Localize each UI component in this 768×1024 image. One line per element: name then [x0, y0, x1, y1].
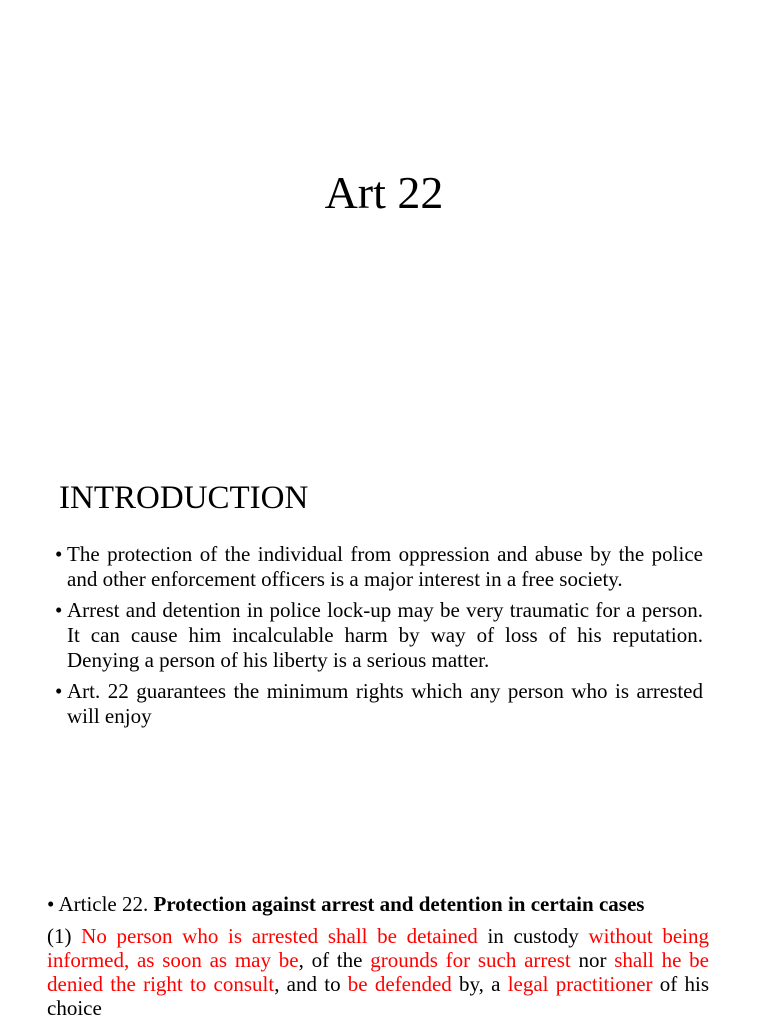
- slide-title-text: Art 22: [324, 167, 444, 218]
- clause-segment: grounds for such arrest: [370, 948, 571, 972]
- slide-introduction: [0, 430, 768, 860]
- clause-segment: , of the: [298, 948, 371, 972]
- article-clause-1: [47, 924, 709, 1020]
- clause-segment: without being informed, as soon as may be: [47, 924, 709, 972]
- clause-segment: (1): [47, 924, 82, 948]
- clause-segment: by, a: [451, 972, 508, 996]
- bullet-item: [55, 542, 703, 592]
- bullet-item: [55, 598, 703, 673]
- clause-segment: nor: [570, 948, 615, 972]
- slide-title: [0, 0, 768, 430]
- bullet-text: The protection of the individual from oppression and abuse by the police and other enforcement officers is a major interest in a free society.: [67, 542, 703, 591]
- bullet-text: Arrest and detention in police lock-up may be very traumatic for a person. It can cause him incalculable harm by way of loss of his reputation. Denying a person of his liberty is a serious matter.: [67, 598, 703, 672]
- introduction-heading: INTRODUCTION: [59, 480, 309, 516]
- bullet-icon: •: [55, 679, 63, 703]
- bullet-icon: •: [47, 892, 59, 916]
- clause-segment: be defended: [347, 972, 452, 996]
- clause-segment: legal practitioner: [507, 972, 653, 996]
- clause-segment: shall he be denied the right to consult: [47, 948, 709, 996]
- slide-article-22: [0, 860, 768, 1024]
- bullet-icon: •: [55, 598, 63, 622]
- introduction-bullet-list: [55, 542, 703, 735]
- clause-segment: of his choice: [47, 972, 709, 1020]
- article-heading: [47, 892, 644, 917]
- article-prefix: Article 22.: [58, 892, 154, 916]
- clause-segment: No person who is arrested shall be detained: [81, 924, 478, 948]
- bullet-icon: •: [55, 542, 63, 566]
- clause-segment: , and to: [274, 972, 348, 996]
- article-title: Protection against arrest and detention in certain cases: [153, 892, 645, 916]
- bullet-text: Art. 22 guarantees the minimum rights which any person who is arrested will enjoy: [67, 679, 703, 728]
- clause-segment: in custody: [477, 924, 589, 948]
- bullet-item: [55, 679, 703, 729]
